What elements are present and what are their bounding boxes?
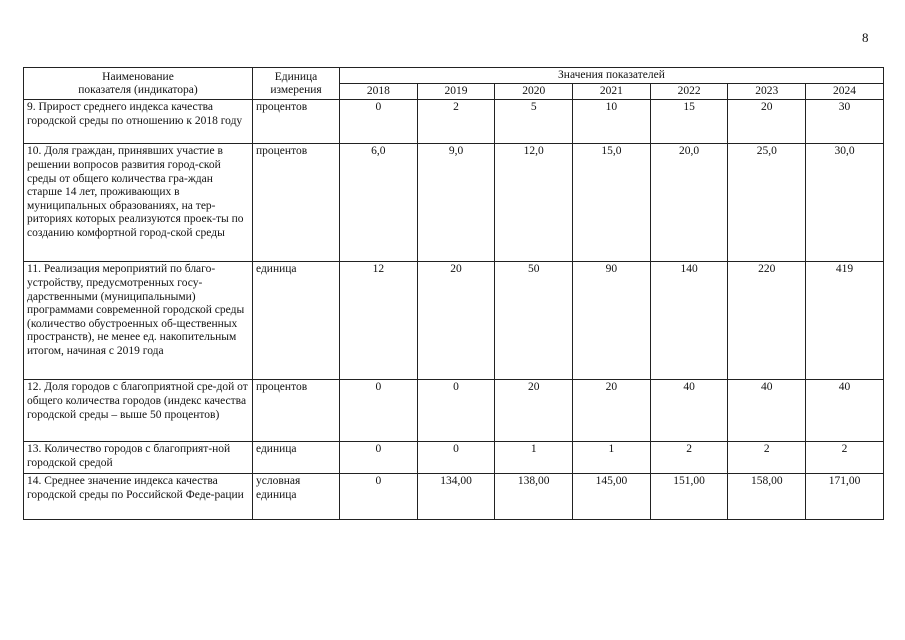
indicator-value: 2 xyxy=(417,100,495,144)
table-row xyxy=(24,100,884,144)
header-name-line-2: показателя (индикатора) xyxy=(78,83,198,96)
indicators-table xyxy=(23,67,884,520)
header-unit xyxy=(253,68,340,100)
indicator-value: 171,00 xyxy=(806,474,884,520)
indicator-value: 134,00 xyxy=(417,474,495,520)
header-year: 2021 xyxy=(573,84,651,100)
indicator-value: 1 xyxy=(573,442,651,474)
indicator-value: 25,0 xyxy=(728,144,806,262)
indicator-unit: процентов xyxy=(253,144,340,262)
indicator-unit: единица xyxy=(253,442,340,474)
indicator-value: 15,0 xyxy=(573,144,651,262)
indicator-value: 12,0 xyxy=(495,144,573,262)
indicator-value: 20 xyxy=(728,100,806,144)
table-row xyxy=(24,144,884,262)
table-row xyxy=(24,262,884,380)
indicator-value: 10 xyxy=(573,100,651,144)
indicator-value: 0 xyxy=(417,380,495,442)
indicator-value: 40 xyxy=(650,380,728,442)
indicator-value: 30,0 xyxy=(806,144,884,262)
table-row xyxy=(24,380,884,442)
indicator-unit: процентов xyxy=(253,100,340,144)
header-year: 2020 xyxy=(495,84,573,100)
header-year: 2022 xyxy=(650,84,728,100)
indicator-value: 140 xyxy=(650,262,728,380)
indicator-value: 12 xyxy=(340,262,418,380)
indicator-value: 1 xyxy=(495,442,573,474)
page-number: 8 xyxy=(862,30,869,45)
indicator-value: 220 xyxy=(728,262,806,380)
indicator-value: 2 xyxy=(728,442,806,474)
header-year: 2019 xyxy=(417,84,495,100)
indicator-value: 2 xyxy=(806,442,884,474)
header-year: 2024 xyxy=(806,84,884,100)
indicator-name: 14. Среднее значение индекса качества городской среды по Российской Феде-рации xyxy=(24,474,253,520)
indicator-value: 0 xyxy=(340,100,418,144)
indicator-value: 419 xyxy=(806,262,884,380)
indicator-value: 20 xyxy=(573,380,651,442)
indicator-value: 151,00 xyxy=(650,474,728,520)
indicator-value: 0 xyxy=(340,442,418,474)
indicator-value: 0 xyxy=(340,380,418,442)
indicator-unit: условная единица xyxy=(253,474,340,520)
table-row xyxy=(24,442,884,474)
indicator-name: 9. Прирост среднего индекса качества городской среды по отношению к 2018 году xyxy=(24,100,253,144)
table-row xyxy=(24,474,884,520)
indicator-value: 0 xyxy=(417,442,495,474)
indicator-name: 11. Реализация мероприятий по благо-устройству, предусмотренных госу-дарственными (муниципальными) программами современной городской среды (количество обустроенных об-щественных пространств), не менее ед. накопительным итогом, начиная с 2019 года xyxy=(24,262,253,380)
indicator-unit: процентов xyxy=(253,380,340,442)
indicator-name: 12. Доля городов с благоприятной сре-дой от общего количества городов (индекс качества городской среды – выше 50 процентов) xyxy=(24,380,253,442)
indicator-value: 30 xyxy=(806,100,884,144)
indicator-value: 158,00 xyxy=(728,474,806,520)
indicator-value: 6,0 xyxy=(340,144,418,262)
indicator-value: 15 xyxy=(650,100,728,144)
indicator-value: 138,00 xyxy=(495,474,573,520)
header-values: Значения показателей xyxy=(340,68,884,84)
header-unit-line-2: измерения xyxy=(270,83,322,96)
header-name-line-1: Наименование xyxy=(102,70,174,83)
indicator-value: 2 xyxy=(650,442,728,474)
indicator-value: 5 xyxy=(495,100,573,144)
indicator-name: 13. Количество городов с благоприят-ной городской средой xyxy=(24,442,253,474)
indicator-value: 40 xyxy=(806,380,884,442)
indicator-value: 9,0 xyxy=(417,144,495,262)
indicator-value: 20 xyxy=(495,380,573,442)
indicator-value: 20 xyxy=(417,262,495,380)
indicator-value: 50 xyxy=(495,262,573,380)
header-indicator-name xyxy=(24,68,253,100)
indicator-value: 20,0 xyxy=(650,144,728,262)
indicator-value: 90 xyxy=(573,262,651,380)
indicator-value: 0 xyxy=(340,474,418,520)
indicator-unit: единица xyxy=(253,262,340,380)
header-year: 2018 xyxy=(340,84,418,100)
indicator-value: 40 xyxy=(728,380,806,442)
indicator-value: 145,00 xyxy=(573,474,651,520)
header-unit-line-1: Единица xyxy=(274,70,318,83)
header-year: 2023 xyxy=(728,84,806,100)
indicator-name: 10. Доля граждан, принявших участие в решении вопросов развития город-ской среды от общего количества гра-ждан старше 14 лет, проживающих в муниципальных образованиях, на тер-риториях которых реализуются проек-ты по созданию комфортной город-ской среды xyxy=(24,144,253,262)
